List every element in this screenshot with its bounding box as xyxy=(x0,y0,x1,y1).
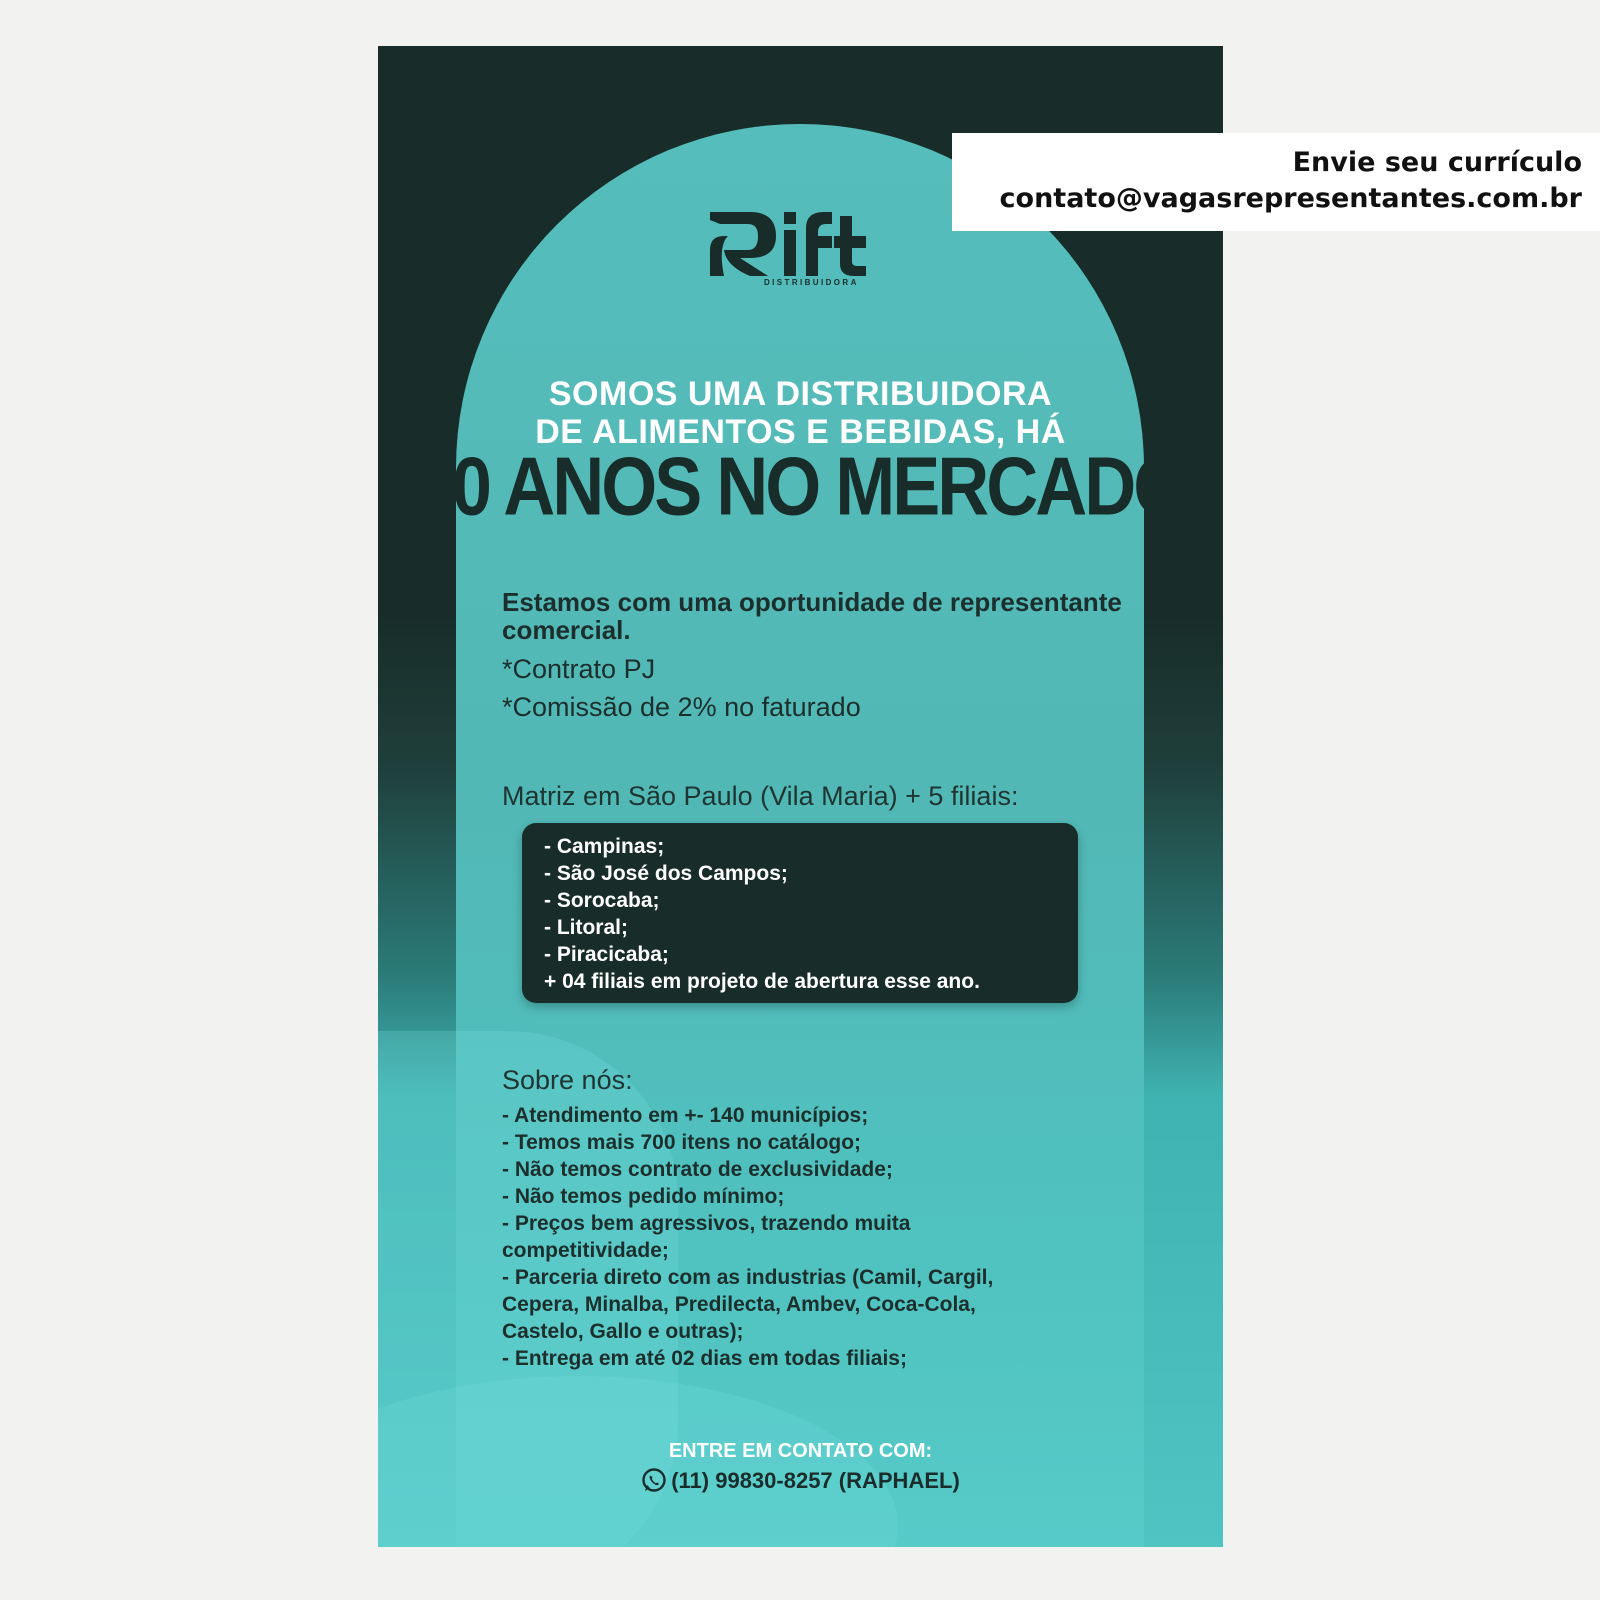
heading-line-1: SOMOS UMA DISTRIBUIDORA xyxy=(548,375,1053,413)
cv-banner xyxy=(952,133,1600,231)
branch-item: + 04 filiais em projeto de abertura esse ano. xyxy=(544,970,980,993)
locations-intro: Matriz em São Paulo (Vila Maria) + 5 filiais: xyxy=(502,781,1019,811)
brand-logo xyxy=(706,206,886,290)
contact-phone[interactable]: (11) 99830-8257 (RAPHAEL) xyxy=(671,1468,960,1493)
branch-item: - São José dos Campos; xyxy=(544,862,788,885)
about-item: - Atendimento em +- 140 municípios; xyxy=(502,1104,869,1127)
banner-call-to-action: Envie seu currículo xyxy=(1292,147,1582,178)
branch-item: - Piracicaba; xyxy=(544,943,669,966)
banner-email[interactable]: contato@vagasrepresentantes.com.br xyxy=(999,183,1582,214)
offer-headline: Estamos com uma oportunidade de representante comercial. xyxy=(502,587,1122,645)
about-item: - Não temos pedido mínimo; xyxy=(502,1185,785,1208)
about-item: - Entrega em até 02 dias em todas filiais; xyxy=(502,1347,907,1370)
branches-box xyxy=(522,823,1078,1003)
about-item: - Não temos contrato de exclusividade; xyxy=(502,1158,893,1181)
job-poster xyxy=(378,46,1223,1547)
about-item: - Parceria direto com as industrias (Camil, Cargil, Cepera, Minalba, Predilecta, Ambev, Coca-Cola, Castelo, Gallo e outras); xyxy=(502,1266,994,1343)
contact-title: ENTRE EM CONTATO COM: xyxy=(668,1440,933,1462)
logo-subtitle: DISTRIBUIDORA xyxy=(764,278,859,287)
offer-item-contract: *Contrato PJ xyxy=(502,654,656,684)
heading-big: 10 ANOS NO MERCADO xyxy=(414,441,1187,533)
whatsapp-icon xyxy=(641,1467,667,1493)
offer-item-commission: *Comissão de 2% no faturado xyxy=(502,692,861,722)
heading-line-2: DE ALIMENTOS E BEBIDAS, HÁ xyxy=(535,413,1066,451)
rift-logo-mark xyxy=(706,206,886,278)
branch-item: - Sorocaba; xyxy=(544,889,660,912)
about-list xyxy=(502,1102,1022,1372)
branch-item: - Campinas; xyxy=(544,835,665,858)
branch-item: - Litoral; xyxy=(544,916,628,939)
about-title: Sobre nós: xyxy=(502,1065,633,1095)
about-item: - Temos mais 700 itens no catálogo; xyxy=(502,1131,862,1154)
about-item: - Preços bem agressivos, trazendo muita competitividade; xyxy=(502,1212,911,1262)
contact-phone-line[interactable] xyxy=(378,1467,1223,1494)
